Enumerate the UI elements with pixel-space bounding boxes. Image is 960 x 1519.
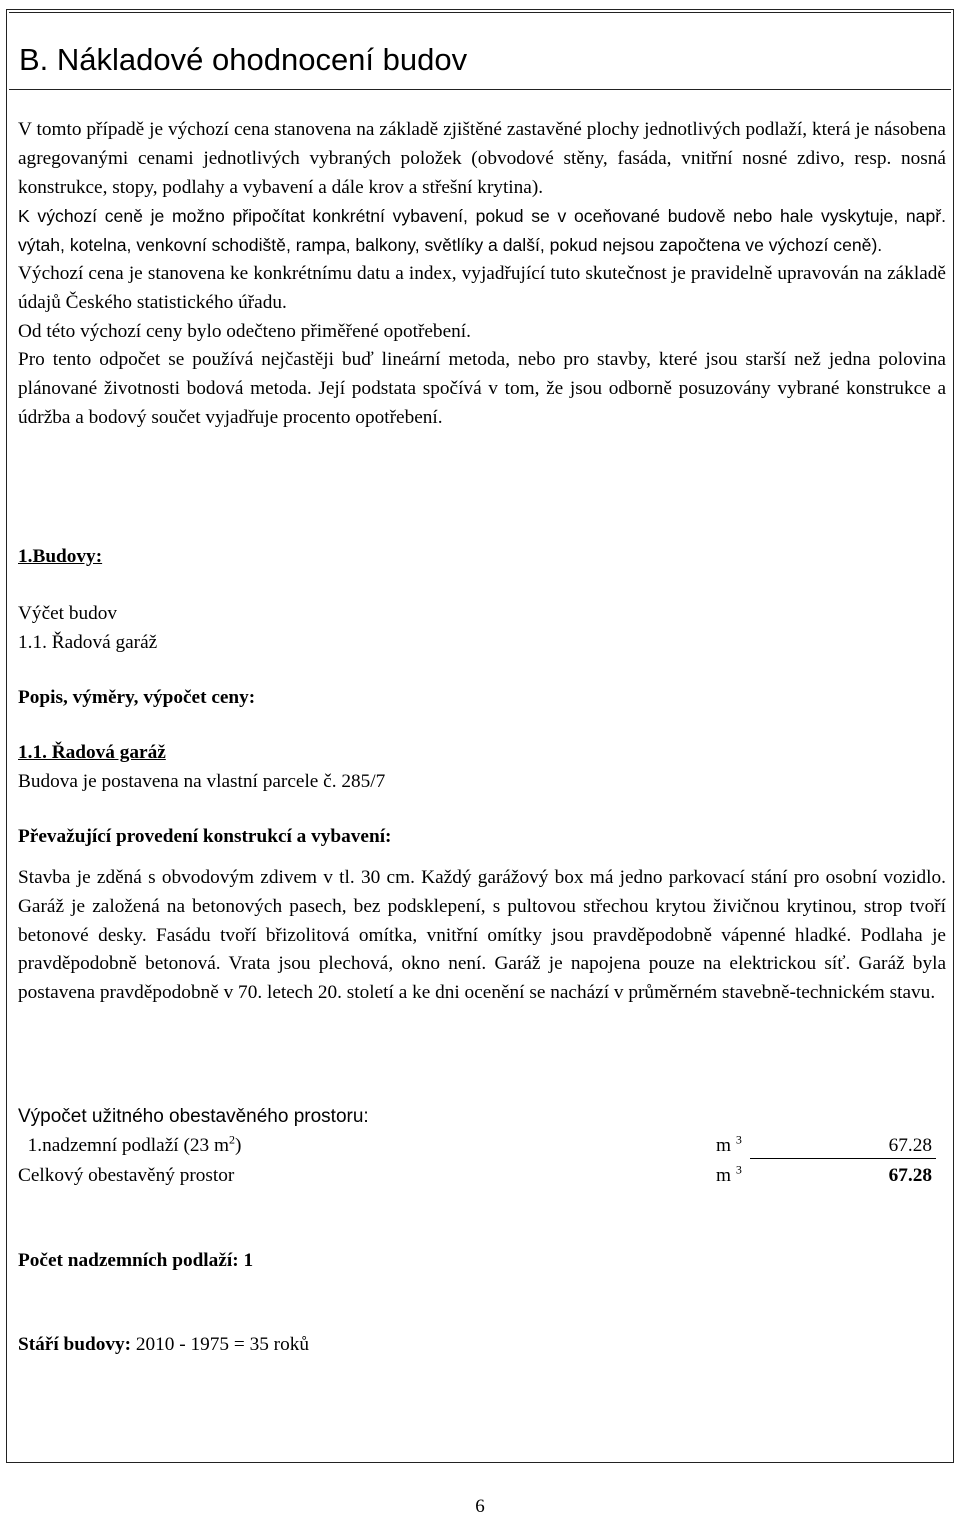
- floors-block: [18, 1247, 946, 1276]
- building-item-heading: 1.1. Řadová garáž: [18, 742, 166, 763]
- page-number: 6: [475, 1496, 485, 1517]
- section-title: B. Nákladové ohodnocení budov: [19, 42, 468, 77]
- total-unit: [716, 1162, 742, 1190]
- intro-paragraph-1: V tomto případě je výchozí cena stanovena na základě zjištěné zastavěné plochy jednotlivých podlaží, která je násobena agregovanými cenami jednotlivých vybraných položek (obvodové stěny, fasáda, vnitřní nosné zdivo, resp. nosná konstrukce, stopy, podlahy a vybavení a dále krov a střešní krytina).: [18, 119, 946, 198]
- floor-label-text: 1.nadzemní podlaží (23 m: [27, 1135, 229, 1156]
- building-item: [18, 739, 946, 797]
- intro-paragraph-3: Výchozí cena je stanovena ke konkrétnímu datu a index, vyjadřující tuto skutečnost je pravidelně upravován na základě údajů Českého statistického úřadu.: [18, 262, 946, 313]
- building-list-label: Výčet budov: [18, 602, 118, 624]
- floor-unit: [716, 1132, 742, 1160]
- floor-label-exponent: 2: [228, 1132, 235, 1147]
- building-list-item: 1.1. Řadová garáž: [18, 631, 158, 653]
- building-age: [18, 1331, 946, 1360]
- intro-paragraph-5: Pro tento odpočet se používá nejčastěji buď lineární metoda, nebo pro stavby, které jsou starší než jedna polovina plánované životnosti bodová metoda. Její podstata spočívá v tom, že jsou odborně posuzovány vybrané konstrukce a údržba a bodový součet vyjadřuje procento opotřebení.: [18, 349, 946, 428]
- total-unit-exponent: 3: [735, 1162, 742, 1177]
- intro-text: [18, 116, 946, 433]
- total-volume-value: 67.28: [888, 1165, 932, 1186]
- details-section: [18, 684, 946, 713]
- intro-paragraph-4: Od této výchozí ceny bylo odečteno přiměřené opotřebení.: [18, 320, 471, 342]
- intro-paragraph-2: K výchozí ceně je možno připočítat konkrétní vybavení, pokud se v oceňované budově nebo hale vyskytuje, např. výtah, kotelna, venkovní schodiště, rampa, balkony, světlíky a další, pokud nejsou započtena ve výchozí ceně).: [18, 206, 946, 256]
- floors-count: Počet nadzemních podlaží: 1: [18, 1250, 254, 1271]
- construction-text: Stavba je zděná s obvodovým zdivem v tl. 30 cm. Každý garážový box má jedno parkovací stání pro osobní vozidlo. Garáž je založená na betonových pasech, bez podsklepení, s pultovou střechou krytou živičnou krytinou, strop tvoří betonové desky. Fasádu tvoří břizolitová omítka, vnitřní omítky jsou pravděpodobně vápenné hladké. Podlaha je pravděpodobně betonová. Vrata jsou plechová, okno není. Garáž je napojena pouze na elektrickou síť. Garáž byla postavena pravděpodobně v 70. letech 20. století a ke dni ocenění se nachází v průměrném stavebně-technickém stavu.: [18, 867, 946, 1004]
- age-value: 2010 - 1975 = 35 roků: [135, 1334, 310, 1355]
- details-heading: Popis, výměry, výpočet ceny:: [18, 687, 256, 708]
- volume-row-total: [18, 1162, 936, 1190]
- volume-row-floor: [18, 1132, 936, 1160]
- floor-label: [18, 1132, 241, 1160]
- construction-heading: Převažující provedení konstrukcí a vybavení:: [18, 826, 392, 847]
- age-label: Stáří budovy:: [18, 1334, 132, 1355]
- floor-unit-exponent: 3: [735, 1132, 742, 1147]
- floor-unit-base: m: [716, 1135, 731, 1156]
- spacer: [18, 572, 946, 600]
- parcel-text: Budova je postavena na vlastní parcele č. 285/7: [18, 770, 386, 792]
- floor-volume-value: 67.28: [888, 1135, 932, 1156]
- volume-heading-block: [18, 1103, 946, 1132]
- sum-line: [750, 1158, 936, 1159]
- total-unit-base: m: [716, 1165, 731, 1186]
- buildings-heading: 1.Budovy:: [18, 546, 103, 567]
- construction-description: [18, 864, 946, 1008]
- floor-label-close: ): [234, 1135, 242, 1156]
- total-label: Celkový obestavěný prostor: [18, 1165, 235, 1186]
- age-block: [18, 1331, 946, 1360]
- volume-heading: Výpočet užitného obestavěného prostoru:: [18, 1106, 369, 1127]
- construction-section: [18, 823, 946, 852]
- buildings-section: [18, 543, 946, 657]
